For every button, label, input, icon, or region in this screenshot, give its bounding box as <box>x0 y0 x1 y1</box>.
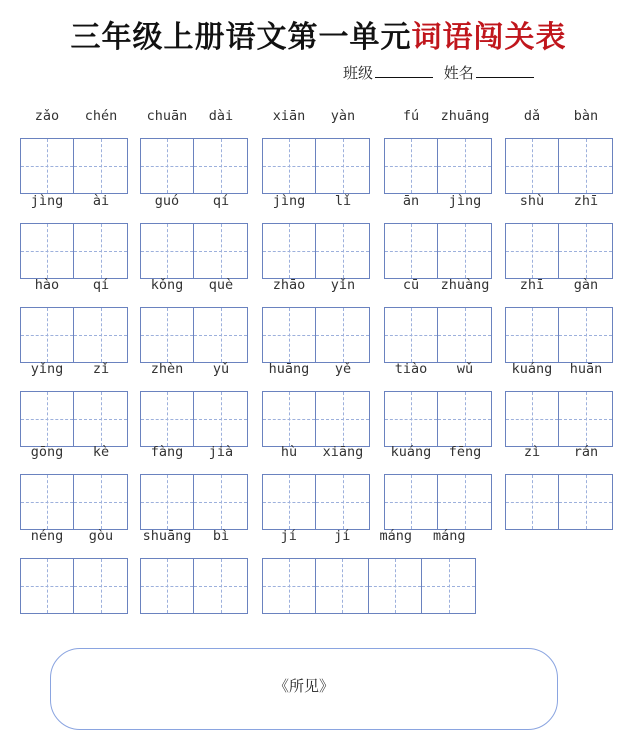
pinyin-syllable: zhuāng <box>440 108 490 124</box>
word-group <box>384 444 492 530</box>
pinyin-syllable: dài <box>208 108 234 124</box>
tianzige-boxes <box>20 223 128 279</box>
pinyin-row <box>140 361 248 379</box>
writing-cell[interactable] <box>316 139 369 193</box>
writing-cell[interactable] <box>316 392 369 446</box>
writing-cell[interactable] <box>385 308 438 362</box>
pinyin-syllable: huān <box>569 361 603 377</box>
writing-cell[interactable] <box>506 392 559 446</box>
writing-cell[interactable] <box>74 139 127 193</box>
pinyin-row <box>262 361 370 379</box>
pinyin-syllable: zhuàng <box>440 277 490 293</box>
word-group <box>20 277 128 363</box>
writing-cell[interactable] <box>316 559 369 613</box>
writing-cell[interactable] <box>21 475 74 529</box>
name-label: 姓名 <box>443 64 474 82</box>
tianzige-boxes <box>262 558 476 614</box>
pinyin-row <box>384 277 492 295</box>
pinyin-row <box>140 444 248 462</box>
pinyin-syllable: xiān <box>272 108 306 124</box>
word-group <box>20 193 128 279</box>
writing-cell[interactable] <box>194 224 247 278</box>
pinyin-syllable: jià <box>208 444 234 460</box>
tianzige-boxes <box>505 307 613 363</box>
pinyin-row <box>262 444 370 462</box>
writing-cell[interactable] <box>263 224 316 278</box>
writing-cell[interactable] <box>385 392 438 446</box>
writing-cell[interactable] <box>194 559 247 613</box>
pinyin-syllable: lǐ <box>334 193 352 209</box>
tianzige-boxes <box>140 558 248 614</box>
writing-cell[interactable] <box>506 139 559 193</box>
pinyin-syllable: zì <box>523 444 541 460</box>
word-group <box>140 528 248 614</box>
writing-cell[interactable] <box>141 308 194 362</box>
pinyin-row <box>140 277 248 295</box>
word-group <box>262 444 370 530</box>
pinyin-row <box>262 193 370 211</box>
word-group <box>20 444 128 530</box>
pinyin-syllable: zǎo <box>34 108 60 124</box>
pinyin-syllable: ài <box>92 193 110 209</box>
word-group <box>262 193 370 279</box>
tianzige-boxes <box>505 391 613 447</box>
pinyin-syllable: hào <box>34 277 60 293</box>
pinyin-syllable: bàn <box>573 108 599 124</box>
writing-cell[interactable] <box>194 139 247 193</box>
pinyin-syllable: zǐ <box>92 361 110 377</box>
writing-cell[interactable] <box>141 139 194 193</box>
word-group <box>20 528 128 614</box>
writing-cell[interactable] <box>438 139 491 193</box>
pinyin-syllable: gōng <box>30 444 64 460</box>
pinyin-syllable: rán <box>573 444 599 460</box>
pinyin-syllable: què <box>208 277 234 293</box>
tianzige-boxes <box>262 223 370 279</box>
pinyin-syllable: zhèn <box>150 361 184 377</box>
pinyin-syllable: yǔ <box>212 361 230 377</box>
pinyin-syllable: hù <box>280 444 298 460</box>
pinyin-syllable: huāng <box>268 361 310 377</box>
pinyin-syllable: fàng <box>150 444 184 460</box>
title-main: 三年级上册语文第一单元 <box>70 20 412 55</box>
writing-cell[interactable] <box>74 308 127 362</box>
pinyin-syllable: dǎ <box>523 108 541 124</box>
pinyin-syllable: máng <box>379 528 412 544</box>
writing-cell[interactable] <box>559 139 612 193</box>
writing-cell[interactable] <box>141 475 194 529</box>
tianzige-boxes <box>262 391 370 447</box>
pinyin-row <box>262 277 370 295</box>
tianzige-boxes <box>140 474 248 530</box>
writing-cell[interactable] <box>141 392 194 446</box>
pinyin-syllable: gàn <box>573 277 599 293</box>
pinyin-row <box>384 444 492 462</box>
tianzige-boxes <box>384 307 492 363</box>
word-group <box>20 108 128 194</box>
tianzige-boxes <box>20 391 128 447</box>
writing-cell[interactable] <box>141 224 194 278</box>
pinyin-row <box>20 277 128 295</box>
page-title <box>0 12 637 56</box>
pinyin-row <box>20 361 128 379</box>
pinyin-syllable: yě <box>334 361 352 377</box>
pinyin-row <box>140 193 248 211</box>
tianzige-boxes <box>140 223 248 279</box>
tianzige-boxes <box>384 223 492 279</box>
word-group <box>140 277 248 363</box>
pinyin-syllable: yàn <box>330 108 356 124</box>
writing-cell[interactable] <box>21 559 74 613</box>
word-group <box>384 193 492 279</box>
writing-cell[interactable] <box>559 475 612 529</box>
pinyin-row <box>20 193 128 211</box>
pinyin-syllable: ān <box>402 193 420 209</box>
writing-cell[interactable] <box>21 308 74 362</box>
pinyin-row <box>505 444 613 462</box>
word-group <box>505 361 613 447</box>
pinyin-syllable: gòu <box>88 528 114 544</box>
word-group <box>505 193 613 279</box>
pinyin-syllable: shù <box>519 193 545 209</box>
writing-cell[interactable] <box>74 224 127 278</box>
tianzige-boxes <box>140 391 248 447</box>
pinyin-syllable: qí <box>92 277 110 293</box>
pinyin-syllable: néng <box>30 528 64 544</box>
pinyin-syllable: kuáng <box>390 444 432 460</box>
pinyin-syllable: zhāo <box>272 277 306 293</box>
writing-cell[interactable] <box>194 475 247 529</box>
pinyin-syllable: jí <box>280 528 297 544</box>
pinyin-row <box>262 528 476 546</box>
writing-cell[interactable] <box>438 308 491 362</box>
word-group <box>505 444 613 530</box>
writing-cell[interactable] <box>559 392 612 446</box>
tianzige-boxes <box>20 558 128 614</box>
tianzige-boxes <box>505 138 613 194</box>
pinyin-row <box>20 528 128 546</box>
word-group <box>384 108 492 194</box>
pinyin-syllable: jìng <box>448 193 482 209</box>
pinyin-syllable: zhī <box>573 193 599 209</box>
writing-cell[interactable] <box>316 475 369 529</box>
tianzige-boxes <box>505 474 613 530</box>
pinyin-syllable: yǐng <box>30 361 64 377</box>
writing-cell[interactable] <box>21 139 74 193</box>
title-accent: 词语闯关表 <box>411 20 567 55</box>
writing-cell[interactable] <box>263 139 316 193</box>
writing-cell[interactable] <box>422 559 475 613</box>
student-info <box>343 62 540 83</box>
tianzige-boxes <box>384 474 492 530</box>
word-group <box>505 108 613 194</box>
tianzige-boxes <box>20 474 128 530</box>
pinyin-row <box>384 108 492 126</box>
word-group <box>140 108 248 194</box>
word-group <box>262 277 370 363</box>
writing-cell[interactable] <box>21 224 74 278</box>
writing-cell[interactable] <box>385 475 438 529</box>
writing-cell[interactable] <box>263 308 316 362</box>
writing-cell[interactable] <box>438 392 491 446</box>
pinyin-syllable: kǒng <box>150 277 184 293</box>
tianzige-boxes <box>384 138 492 194</box>
poem-title: 《所见》 <box>273 677 334 695</box>
pinyin-syllable: máng <box>432 528 466 544</box>
pinyin-syllable: chén <box>84 108 118 124</box>
pinyin-syllable: cū <box>402 277 420 293</box>
writing-cell[interactable] <box>316 308 369 362</box>
writing-cell[interactable] <box>385 139 438 193</box>
tianzige-boxes <box>384 391 492 447</box>
word-group <box>384 361 492 447</box>
writing-cell[interactable] <box>74 475 127 529</box>
pinyin-syllable: jìng <box>272 193 306 209</box>
class-field[interactable] <box>375 63 433 78</box>
writing-cell[interactable] <box>316 224 369 278</box>
tianzige-boxes <box>20 138 128 194</box>
writing-cell[interactable] <box>21 392 74 446</box>
pinyin-syllable: jí <box>334 528 351 544</box>
pinyin-syllable: tiào <box>394 361 428 377</box>
tianzige-boxes <box>505 223 613 279</box>
word-group <box>505 277 613 363</box>
poem-box <box>50 648 558 730</box>
name-field[interactable] <box>476 63 534 78</box>
pinyin-syllable: zhī <box>519 277 545 293</box>
pinyin-syllable: xiāng <box>322 444 364 460</box>
tianzige-boxes <box>20 307 128 363</box>
pinyin-row <box>20 444 128 462</box>
writing-cell[interactable] <box>263 392 316 446</box>
word-group <box>140 193 248 279</box>
pinyin-syllable: qí <box>212 193 230 209</box>
pinyin-syllable: bì <box>212 528 230 544</box>
writing-cell[interactable] <box>506 224 559 278</box>
pinyin-syllable: fēng <box>448 444 482 460</box>
pinyin-row <box>20 108 128 126</box>
tianzige-boxes <box>140 307 248 363</box>
pinyin-syllable: kè <box>92 444 110 460</box>
pinyin-syllable: yǐn <box>330 277 356 293</box>
writing-cell[interactable] <box>438 224 491 278</box>
word-group <box>140 444 248 530</box>
writing-cell[interactable] <box>385 224 438 278</box>
pinyin-row <box>505 277 613 295</box>
writing-cell[interactable] <box>438 475 491 529</box>
pinyin-row <box>262 108 370 126</box>
pinyin-row <box>140 528 248 546</box>
tianzige-boxes <box>262 474 370 530</box>
pinyin-row <box>505 193 613 211</box>
word-group <box>140 361 248 447</box>
tianzige-boxes <box>262 307 370 363</box>
writing-cell[interactable] <box>194 308 247 362</box>
pinyin-syllable: fú <box>402 108 420 124</box>
tianzige-boxes <box>262 138 370 194</box>
writing-cell[interactable] <box>141 559 194 613</box>
writing-cell[interactable] <box>506 308 559 362</box>
pinyin-row <box>505 108 613 126</box>
word-group <box>384 277 492 363</box>
pinyin-row <box>384 193 492 211</box>
writing-cell[interactable] <box>194 392 247 446</box>
pinyin-syllable: jìng <box>30 193 64 209</box>
word-group <box>262 108 370 194</box>
writing-cell[interactable] <box>74 559 127 613</box>
pinyin-syllable: kuáng <box>511 361 553 377</box>
pinyin-syllable: wǔ <box>456 361 474 377</box>
word-group <box>20 361 128 447</box>
class-label: 班级 <box>343 64 374 82</box>
pinyin-row <box>384 361 492 379</box>
word-group <box>262 361 370 447</box>
writing-cell[interactable] <box>263 559 316 613</box>
writing-cell[interactable] <box>506 475 559 529</box>
pinyin-row <box>505 361 613 379</box>
writing-cell[interactable] <box>559 224 612 278</box>
pinyin-syllable: guó <box>154 193 180 209</box>
pinyin-syllable: chuān <box>146 108 188 124</box>
writing-cell[interactable] <box>369 559 422 613</box>
pinyin-row <box>140 108 248 126</box>
tianzige-boxes <box>140 138 248 194</box>
writing-cell[interactable] <box>263 475 316 529</box>
writing-cell[interactable] <box>74 392 127 446</box>
pinyin-syllable: shuāng <box>142 528 192 544</box>
writing-cell[interactable] <box>559 308 612 362</box>
word-group <box>262 528 476 614</box>
